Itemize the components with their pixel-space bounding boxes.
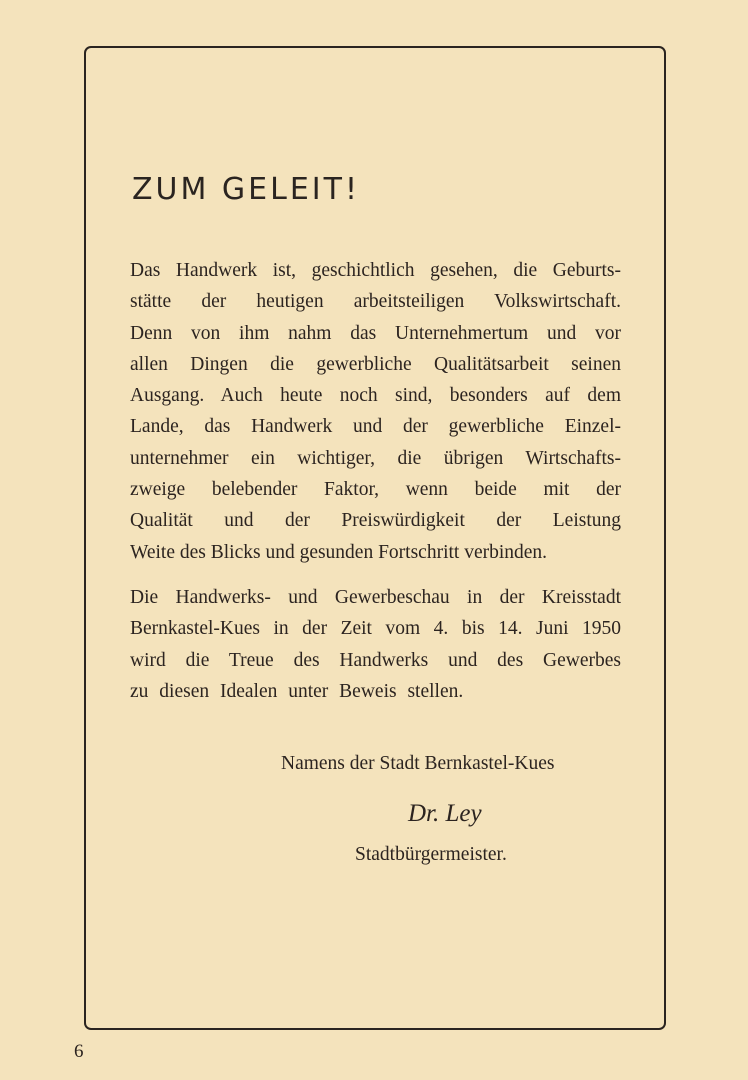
paragraph-line: Die Handwerks- und Gewerbeschau in der Kreisstadt	[130, 587, 621, 608]
paragraph-line: allen Dingen die gewerbliche Qualitätsarbeit seinen	[130, 353, 621, 375]
page-number: 6	[74, 1041, 84, 1062]
paragraph-line: Ausgang. Auch heute noch sind, besonders auf dem	[130, 385, 621, 407]
paragraph-line: Denn von ihm nahm das Unternehmertum und vor	[130, 322, 621, 344]
paragraph-line: stätte der heutigen arbeitsteiligen Volkswirtschaft.	[130, 291, 621, 313]
signer-name: Dr. Ley	[408, 800, 482, 827]
paragraph-line: Das Handwerk ist, geschichtlich gesehen, die Geburts-	[130, 260, 621, 281]
paragraph-line: zweige belebender Faktor, wenn beide mit der	[130, 479, 621, 501]
paragraph-exhibition	[130, 582, 621, 707]
document-title: ZUM GELEIT!	[132, 172, 360, 207]
paragraph-line: Lande, das Handwerk und der gewerbliche Einzel-	[130, 416, 621, 438]
paragraph-line: zu diesen Idealen unter Beweis stellen.	[130, 680, 464, 702]
paragraph-line: wird die Treue des Handwerks und des Gewerbes	[130, 649, 621, 671]
paragraph-line: unternehmer ein wichtiger, die übrigen Wirtschafts-	[130, 447, 621, 469]
paragraph-line: Qualität und der Preiswürdigkeit der Leistung	[130, 510, 621, 532]
signoff-line: Namens der Stadt Bernkastel-Kues	[281, 753, 555, 774]
signer-role: Stadtbürgermeister.	[355, 844, 507, 865]
paragraph-line: Weite des Blicks und gesunden Fortschritt verbinden.	[130, 541, 548, 563]
paragraph-line: Bernkastel-Kues in der Zeit vom 4. bis 14. Juni 1950	[130, 618, 621, 640]
paragraph-intro	[130, 255, 621, 568]
